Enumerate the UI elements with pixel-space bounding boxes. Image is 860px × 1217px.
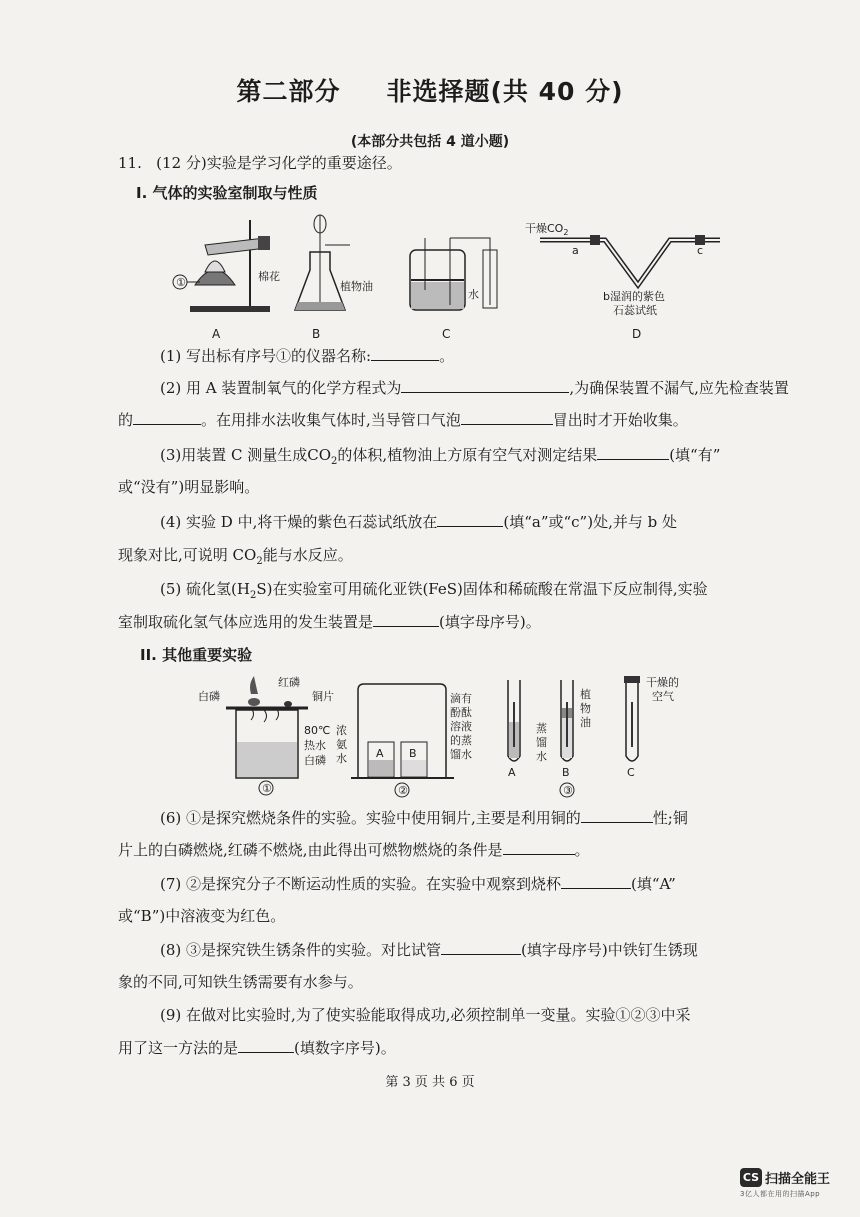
question-2-line-2: 的 。在用排水法收集气体时,当导管口气泡 冒出时才开始收集。 — [118, 411, 688, 429]
dry-air-label-2: 空气 — [652, 690, 674, 703]
figure-gas-apparatus — [160, 210, 740, 345]
oil-label-1: 植 — [580, 688, 591, 701]
experiment-3 — [508, 675, 679, 797]
apparatus-c — [340, 238, 497, 341]
question-3-line-2: 或“没有”)明显影响。 — [118, 478, 260, 496]
answer-blank-1[interactable] — [371, 346, 439, 361]
exp-3-number: ③ — [563, 784, 573, 797]
question-9-line-2: 用了这一方法的是 (填数字序号)。 — [118, 1039, 396, 1057]
question-7-line-2: 或“B”)中溶液变为红色。 — [118, 907, 286, 925]
wet-paper-label-2: 石蕊试纸 — [613, 304, 657, 317]
question-8-line-2: 象的不同,可知铁生锈需要有水参与。 — [118, 973, 363, 991]
temp-label: 80℃ — [304, 724, 331, 737]
beaker-a-label: A — [376, 747, 384, 760]
distilled-label-1: 蒸 — [536, 722, 547, 735]
red-p-label: 红磷 — [278, 676, 300, 689]
answer-blank-9[interactable] — [238, 1038, 294, 1053]
phenol-label-4: 的蒸 — [450, 734, 472, 747]
dry-air-label-1: 干燥的 — [646, 676, 679, 689]
d-label-a: a — [572, 244, 579, 257]
question-9-line-1: (9) 在做对比实验时,为了使实验能取得成功,必须控制单一变量。实验①②③中采 — [160, 1006, 691, 1024]
section-2-heading: II. 其他重要实验 — [140, 646, 253, 664]
question-7-line-1: (7) ②是探究分子不断运动性质的实验。在实验中观察到烧杯 (填“A” — [160, 875, 676, 893]
experiment-1 — [198, 675, 334, 795]
ammonia-label-3: 水 — [336, 752, 347, 765]
question-1: (1) 写出标有序号①的仪器名称: 。 — [160, 347, 455, 365]
question-8-line-1: (8) ③是探究铁生锈条件的实验。对比试管 (填字母序号)中铁钉生锈现 — [160, 941, 698, 959]
d-label-c: c — [697, 244, 704, 257]
white-p-label: 白磷 — [198, 690, 220, 703]
oil-label-3: 油 — [580, 716, 591, 729]
brand-tagline: 3亿人都在用的扫描App — [740, 1190, 821, 1198]
hot-water-label: 热水 — [304, 739, 326, 752]
label-a: A — [212, 327, 221, 341]
answer-blank-2c[interactable] — [461, 410, 553, 425]
water-label: 水 — [468, 288, 479, 301]
label-d: D — [632, 327, 642, 341]
question-2-line-1: (2) 用 A 装置制氧气的化学方程式为 ,为确保装置不漏气,应先检查装置 — [160, 379, 789, 397]
apparatus-b — [295, 215, 350, 341]
circle-1-label: ① — [176, 276, 186, 289]
title-part: 第二部分 — [236, 77, 341, 106]
answer-blank-7[interactable] — [561, 874, 631, 889]
question-5-line-1: (5) 硫化氢$(H_2S)$在实验室可用硫化亚铁(FeS)固体和稀硫酸在常温下反应制得,实验 — [160, 580, 708, 601]
question-intro: 11. (12 分)实验是学习化学的重要途径。 — [118, 154, 402, 172]
page-number: 第 3 页 共 6 页 — [385, 1075, 475, 1090]
phenol-label-5: 馏水 — [450, 748, 472, 761]
question-3-line-1: (3)用装置 C 测量生成$CO_2$的体积,植物油上方原有空气对测定结果 (填“有” — [160, 446, 721, 467]
scanner-watermark — [740, 1167, 850, 1199]
phenol-label-3: 溶液 — [450, 720, 472, 733]
answer-blank-5[interactable] — [373, 612, 439, 627]
title-main: 非选择题(共 40 分) — [386, 77, 624, 106]
question-number: 11. — [118, 154, 142, 172]
phenol-label-2: 酚酞 — [450, 706, 472, 719]
dry-co2-label: 干燥$CO_2$ — [525, 222, 569, 237]
figure-other-experiments — [196, 672, 716, 800]
exp-1-number: ① — [262, 782, 272, 795]
answer-blank-3[interactable] — [597, 445, 669, 460]
tube-a-label: A — [508, 766, 516, 779]
question-4-line-2: 现象对比,可说明 $CO_2$能与水反应。 — [118, 546, 353, 567]
question-6-line-1: (6) ①是探究燃烧条件的实验。实验中使用铜片,主要是利用铜的 性;铜 — [160, 809, 688, 827]
ammonia-label-1: 浓 — [336, 724, 347, 737]
apparatus-d — [525, 221, 720, 341]
exp-2-number: ② — [398, 784, 408, 797]
answer-blank-6a[interactable] — [581, 808, 653, 823]
ammonia-label-2: 氨 — [336, 738, 347, 751]
tube-c-label: C — [627, 766, 635, 779]
tube-b-label: B — [562, 766, 570, 779]
oil-label: 植物油 — [340, 280, 373, 293]
question-6-line-2: 片上的白磷燃烧,红磷不燃烧,由此得出可燃物燃烧的条件是 。 — [118, 841, 590, 859]
distilled-label-3: 水 — [536, 750, 547, 763]
answer-blank-2b[interactable] — [133, 410, 201, 425]
wet-paper-label-1: b湿润的紫色 — [603, 290, 665, 303]
question-4-line-1: (4) 实验 D 中,将干燥的紫色石蕊试纸放在 (填“a”或“c”)处,并与 b 处 — [160, 513, 677, 531]
white-p2-label: 白磷 — [304, 754, 326, 767]
page-subtitle: (本部分共包括 4 道小题) — [350, 134, 510, 150]
answer-blank-2a[interactable] — [401, 378, 569, 393]
page-title — [0, 72, 860, 108]
label-c: C — [442, 327, 451, 341]
oil-label-2: 物 — [580, 702, 591, 715]
section-1-heading: I. 气体的实验室制取与性质 — [136, 184, 318, 202]
answer-blank-6b[interactable] — [503, 840, 575, 855]
cotton-label: 棉花 — [258, 270, 280, 283]
brand-name: 扫描全能王 — [765, 1172, 831, 1187]
copper-label: 铜片 — [312, 690, 334, 703]
apparatus-a — [173, 220, 280, 341]
question-5-line-2: 室制取硫化氢气体应选用的发生装置是 (填字母序号)。 — [118, 613, 541, 631]
answer-blank-8[interactable] — [441, 940, 521, 955]
experiment-2 — [336, 684, 472, 797]
answer-blank-4[interactable] — [437, 512, 503, 527]
distilled-label-2: 馏 — [536, 736, 547, 749]
camscanner-logo-icon: CS — [740, 1168, 762, 1187]
beaker-b-label: B — [409, 747, 417, 760]
label-b: B — [312, 327, 321, 341]
phenol-label-1: 滴有 — [450, 692, 472, 705]
